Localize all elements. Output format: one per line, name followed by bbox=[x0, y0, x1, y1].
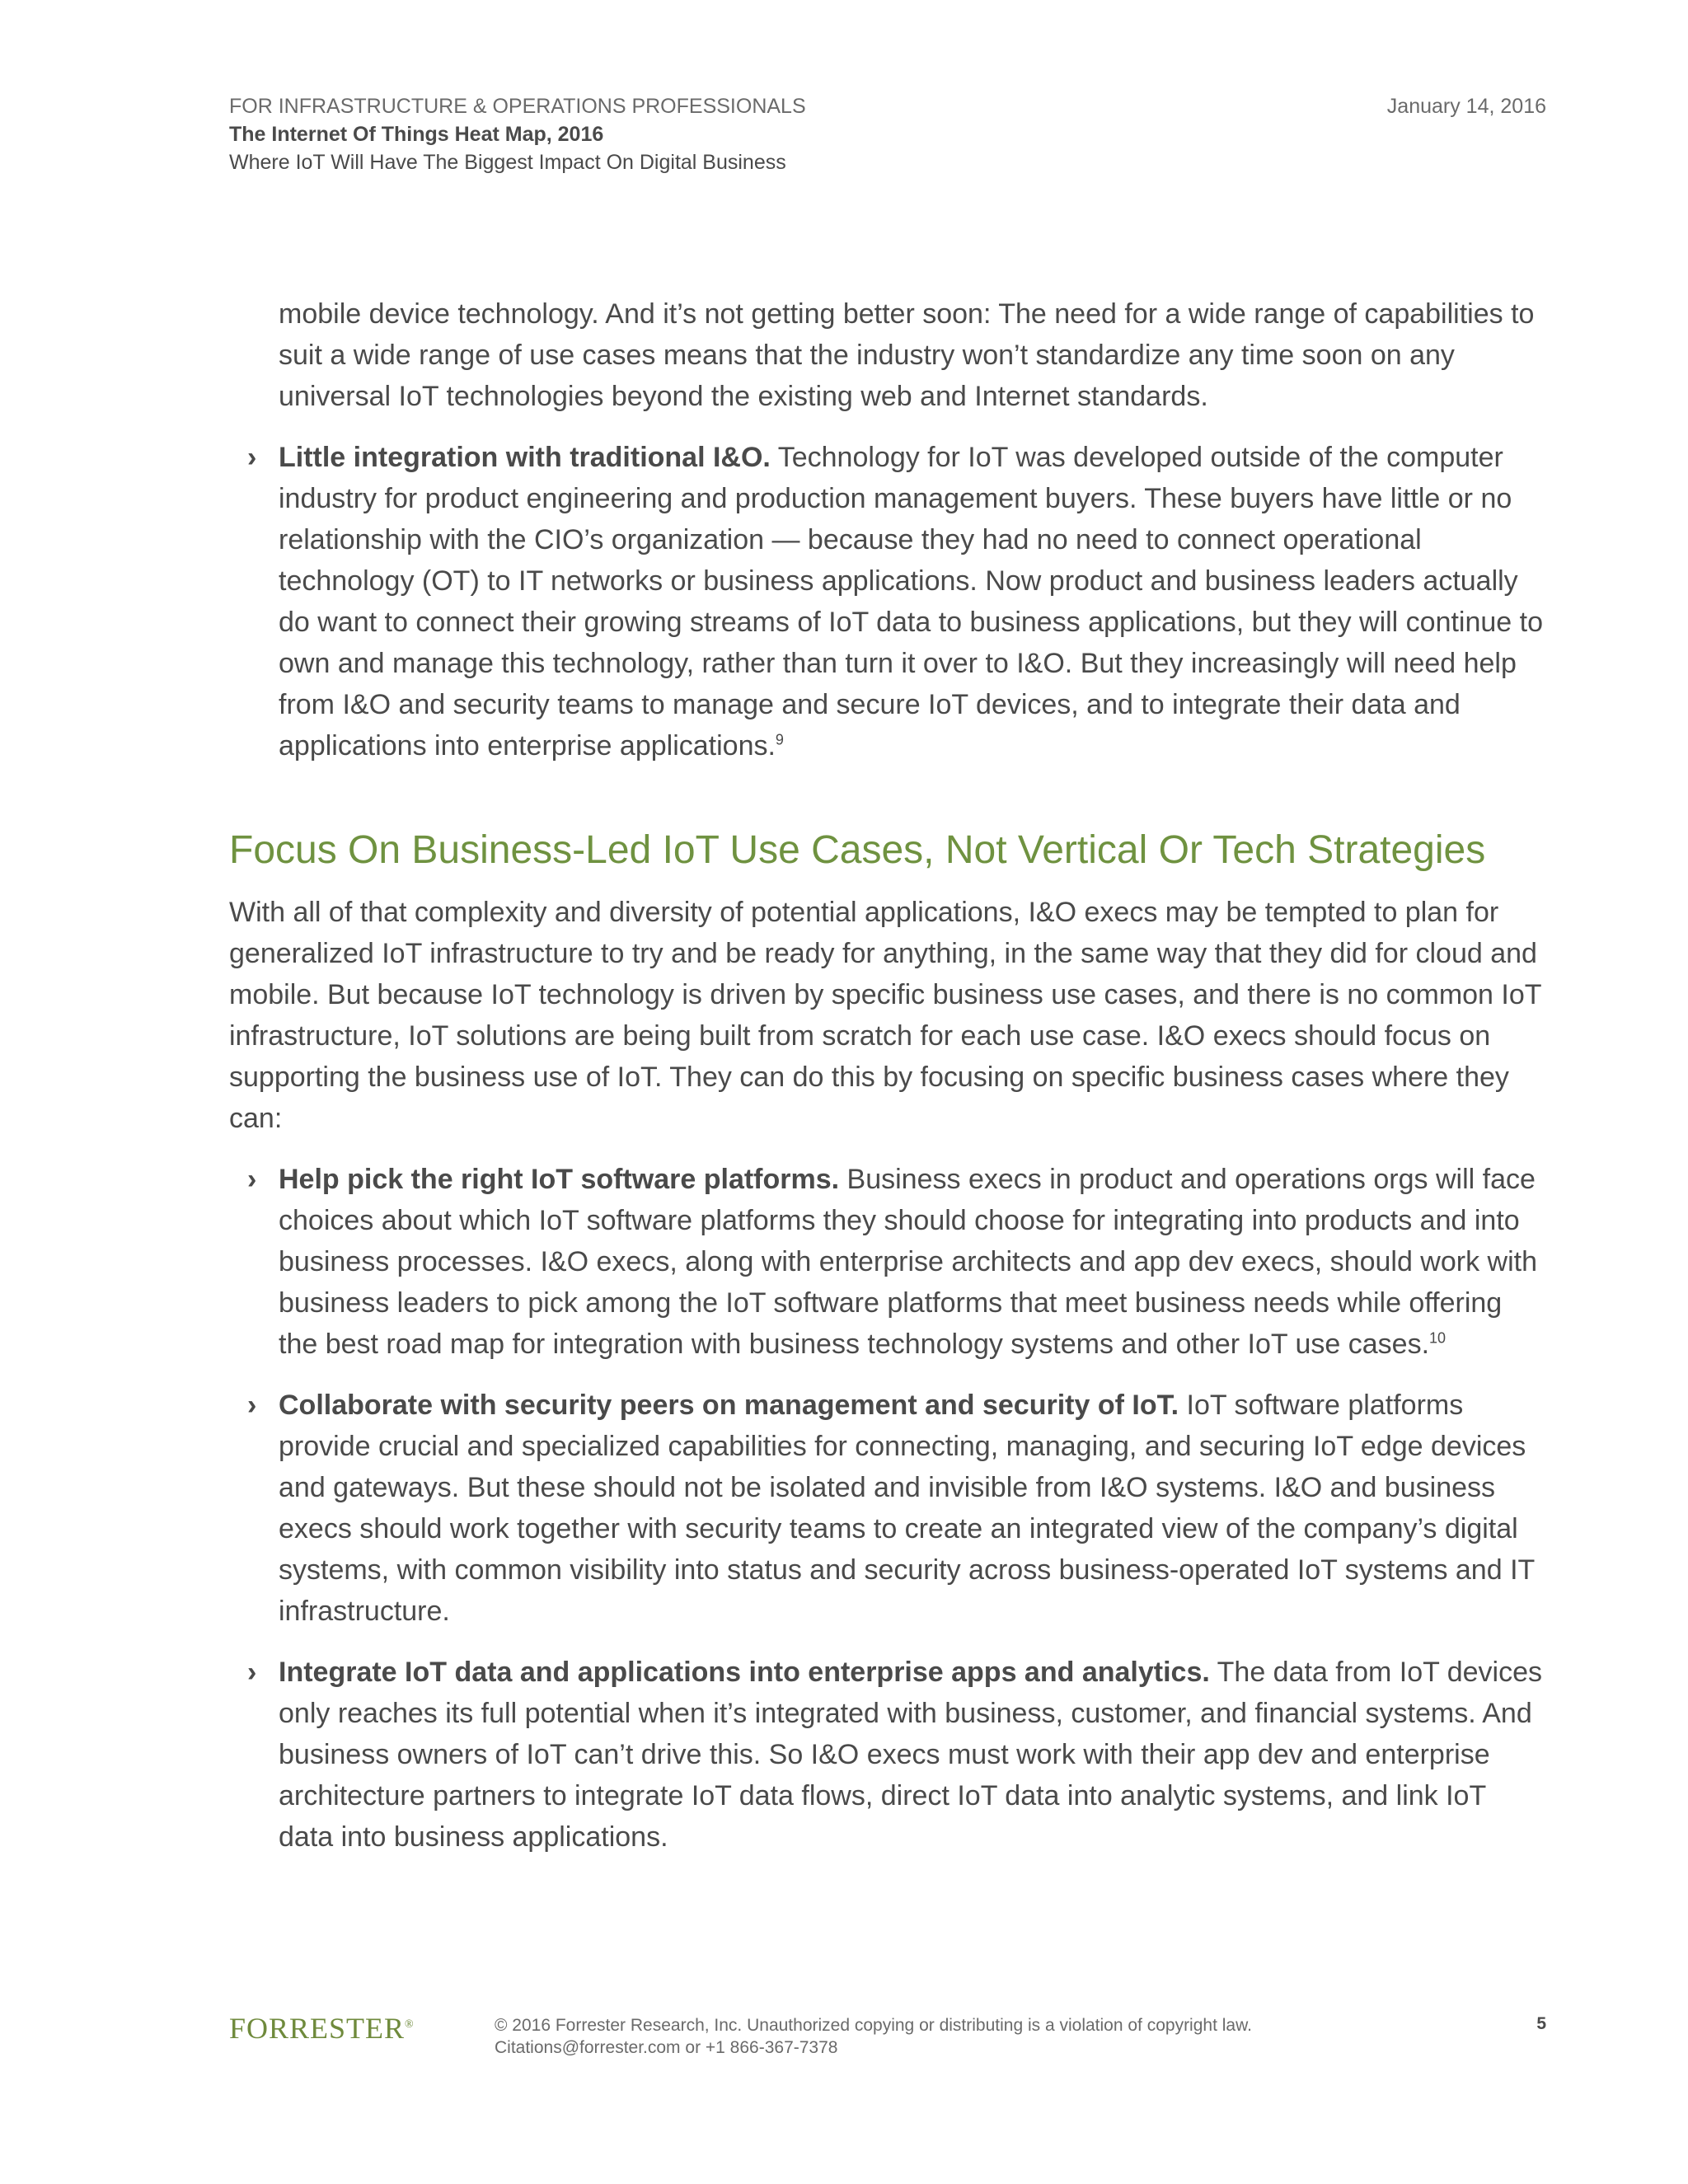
page-body bbox=[229, 293, 1546, 1858]
footnote-ref[interactable]: 10 bbox=[1429, 1329, 1447, 1347]
section-intro: With all of that complexity and diversity of potential applications, I&O execs may be tempted to plan for generalized IoT infrastructure to try and be ready for anything, in the same way that they did for cloud and mobile. But because IoT technology is driven by specific business use cases, and there is no common IoT infrastructure, IoT solutions are being built from scratch for each use case. I&O execs should focus on supporting the business use of IoT. They can do this by focusing on specific business cases where they can: bbox=[229, 897, 1541, 1134]
bullet-integration bbox=[229, 437, 1546, 766]
page-number: 5 bbox=[1536, 2014, 1546, 2033]
continuation-paragraph: mobile device technology. And it’s not getting better soon: The need for a wide range of capabilities to suit a wide range of use cases means that the industry won’t standardize any time soon on any universal IoT technologies beyond the existing web and Internet standards. bbox=[279, 298, 1535, 412]
chevron-right-icon: › bbox=[247, 442, 257, 473]
registered-mark: ® bbox=[405, 2018, 415, 2031]
page-footer bbox=[229, 2011, 1546, 2069]
page-header bbox=[229, 92, 1546, 176]
bullet-lead: Collaborate with security peers on management and security of IoT. bbox=[279, 1390, 1179, 1421]
contact-info[interactable]: Citations@forrester.com or +1 866-367-7378 bbox=[495, 2038, 838, 2057]
footnote-ref[interactable]: 9 bbox=[775, 731, 784, 748]
bullet-software-platforms bbox=[229, 1159, 1546, 1365]
bullet-text: The data from IoT devices only reaches its full potential when it’s integrated with business, customer, and financial systems. And business owners of IoT can’t drive this. So I&O execs must work with their app dev and enterprise architecture partners to integrate IoT data flows, direct IoT data into analytic systems, and link IoT data into business applications. bbox=[279, 1657, 1542, 1853]
bullet-security bbox=[229, 1385, 1546, 1632]
bullet-text: Technology for IoT was developed outside of the computer industry for product engineering and production management buyers. These buyers have little or no relationship with the CIO’s organization — because they had no need to connect operational technology (OT) to IT networks or business applications. Now product and business leaders actually do want to connect their growing streams of IoT data to business applications, but they will continue to own and manage this technology, rather than turn it over to I&O. But they increasingly will need help from I&O and security teams to manage and secure IoT devices, and to integrate their data and applications into enterprise applications. bbox=[279, 442, 1544, 762]
report-date: January 14, 2016 bbox=[1386, 95, 1546, 118]
copyright-block bbox=[495, 2014, 1252, 2059]
section-title: Focus On Business-Led IoT Use Cases, Not Vertical Or Tech Strategies bbox=[229, 828, 1486, 872]
bullet-text: IoT software platforms provide crucial and specialized capabilities for connecting, managing, and securing IoT edge devices and gateways. But these should not be isolated and invisible from I&O systems. I&O and business execs should work together with security teams to create an integrated view of the company’s digital systems, with common visibility into status and security across business-operated IoT systems and IT infrastructure. bbox=[279, 1390, 1535, 1627]
chevron-right-icon: › bbox=[247, 1657, 257, 1688]
bullet-data-integration bbox=[229, 1652, 1546, 1858]
logo-text: FORRESTER bbox=[229, 2012, 406, 2045]
chevron-right-icon: › bbox=[247, 1164, 257, 1195]
report-audience: FOR INFRASTRUCTURE & OPERATIONS PROFESSIONALS bbox=[229, 95, 806, 118]
chevron-right-icon: › bbox=[247, 1390, 257, 1421]
copyright-notice: © 2016 Forrester Research, Inc. Unauthorized copying or distributing is a violation of copyright law. bbox=[495, 2016, 1252, 2035]
bullet-text: Business execs in product and operations orgs will face choices about which IoT software platforms they should choose for integrating into products and into business processes. I&O execs, along with enterprise architects and app dev execs, should work with business leaders to pick among the IoT software platforms that meet business needs while offering the best road map for integration with business technology systems and other IoT use cases. bbox=[279, 1164, 1537, 1360]
bullet-lead: Integrate IoT data and applications into enterprise apps and analytics. bbox=[279, 1657, 1210, 1688]
forrester-logo bbox=[229, 2011, 415, 2046]
bullet-lead: Help pick the right IoT software platforms. bbox=[279, 1164, 840, 1195]
bullet-lead: Little integration with traditional I&O. bbox=[279, 442, 771, 473]
report-title: The Internet Of Things Heat Map, 2016 bbox=[229, 123, 604, 146]
report-subtitle: Where IoT Will Have The Biggest Impact On Digital Business bbox=[229, 151, 786, 174]
